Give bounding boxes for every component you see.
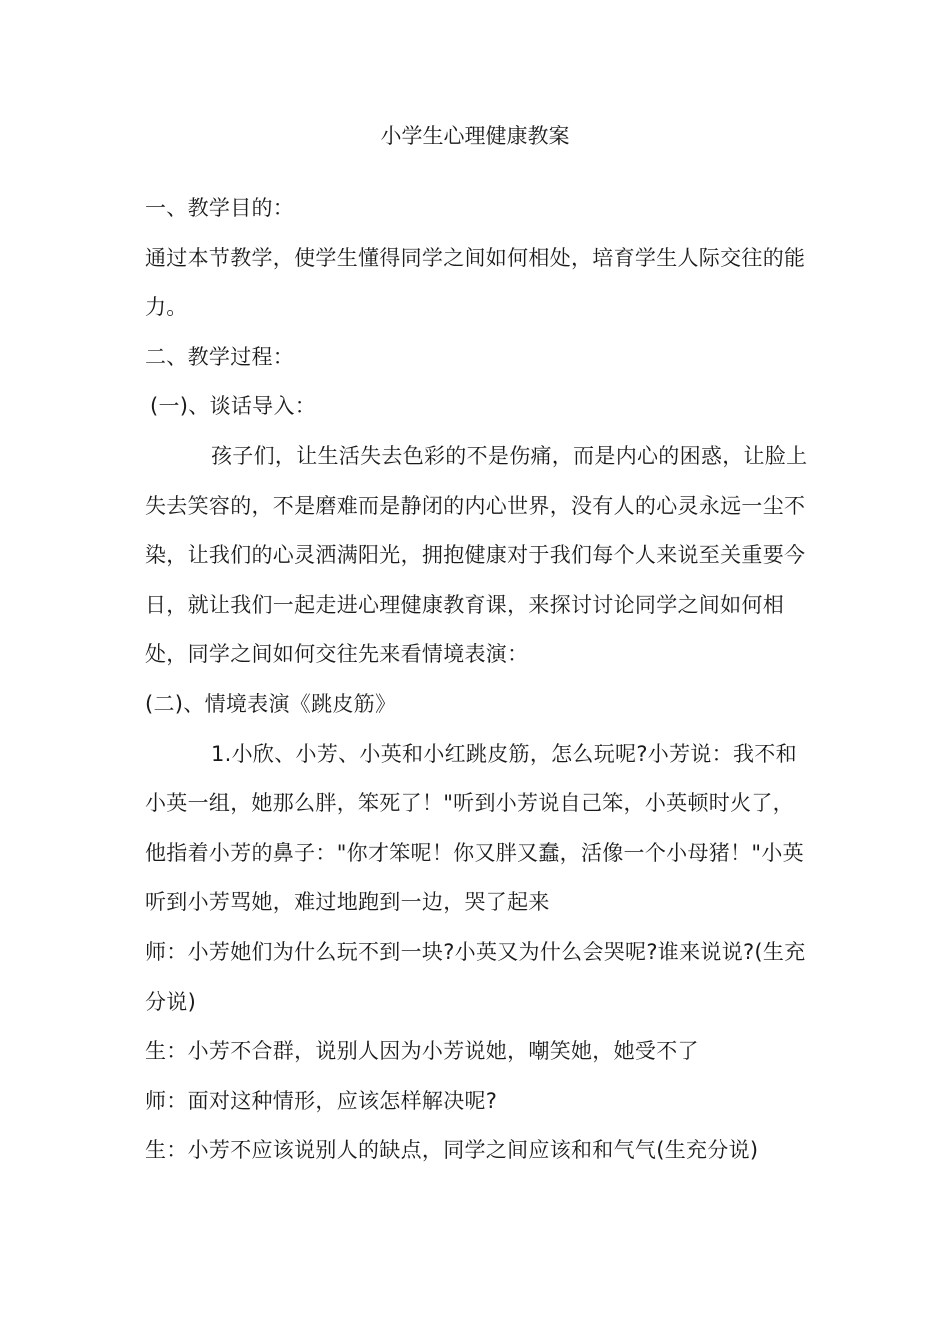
dialogue-line: 师：面对这种情形，应该怎样解决呢? [145,1088,498,1113]
document-body [145,184,815,1176]
section-heading-process: 二、教学过程： [145,344,295,369]
subsection-heading-performance: (二)、情境表演《跳皮筋》 [145,691,397,716]
paragraph-objectives: 通过本节教学，使学生懂得同学之间如何相处，培育学生人际交往的能力。 [145,245,806,320]
paragraph-intro: 孩子们，让生活失去色彩的不是伤痛，而是内心的困惑，让脸上失去笑容的，不是磨难而是静闭的内心世界，没有人的心灵永远一尘不染，让我们的心灵洒满阳光，拥抱健康对于我们每个人来说至关重要今日，就让我们一起走进心理健康教育课，来探讨讨论同学之间如何相处，同学之间如何交往先来看情境表演： [145,443,808,667]
section-heading-objectives: 一、教学目的： [145,196,295,220]
subsection-heading-intro: (一)、谈话导入： [150,394,317,419]
paragraph-scenario: 1.小欣、小芳、小英和小红跳皮筋，怎么玩呢?小芳说：我不和小英一组，她那么胖，笨死了！"听到小芳说自己笨，小英顿时火了，他指着小芳的鼻子："你才笨呢！你又胖又蠢，活像一个小母猪！"小英听到小芳骂她，难过地跑到一边，哭了起来 [145,741,804,915]
dialogue-line: 师：小芳她们为什么玩不到一块?小英又为什么会哭呢?谁来说说?(生充分说) [145,939,806,1014]
document-title: 小学生心理健康教案 [380,124,570,148]
dialogue-line: 生：小芳不合群，说别人因为小芳说她，嘲笑她，她受不了 [145,1039,699,1064]
dialogue-line: 生：小芳不应该说别人的缺点，同学之间应该和和气气(生充分说) [145,1138,759,1163]
